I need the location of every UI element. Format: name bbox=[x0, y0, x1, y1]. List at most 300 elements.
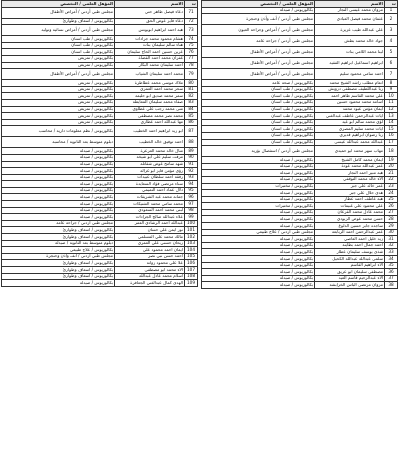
row-name: احمد سامي محمود سليم bbox=[315, 69, 385, 80]
row-name: علي عبدالله طيب عزيزة bbox=[315, 25, 385, 36]
employee-table-left bbox=[2, 0, 198, 287]
table-row bbox=[2, 247, 198, 254]
table-row bbox=[202, 163, 398, 170]
row-qualification: بكالوريوس / صيدلة bbox=[202, 157, 315, 164]
row-qualification: بكالوريوس / صيدلة bbox=[202, 176, 315, 183]
row-name: ساجده جابر حسين الدلوع bbox=[315, 223, 385, 230]
row-number: 94 bbox=[185, 181, 198, 188]
row-qualification: مجلس طبي أردني / جراحة عامة bbox=[202, 36, 315, 47]
row-name: مهاب سهر محمد ابو حميدي bbox=[315, 146, 385, 157]
row-name: لينا محمد اللامي بنات bbox=[315, 47, 385, 58]
row-number: 109 bbox=[185, 280, 198, 287]
row-qualification: بكالوريوس / مختبرات bbox=[202, 203, 315, 210]
row-number: 77 bbox=[185, 55, 198, 62]
row-number: 33 bbox=[385, 249, 398, 256]
row-number: 99 bbox=[185, 214, 198, 221]
table-row bbox=[2, 194, 198, 201]
row-number: 9 bbox=[385, 86, 398, 93]
row-qualification: بكالوريوس / تمريض bbox=[2, 62, 115, 69]
row-number: 3 bbox=[385, 25, 398, 36]
row-name: دعاء فيصل طاهر حتي bbox=[115, 7, 185, 18]
row-name: عرين حسين احمد الحاج سليمان bbox=[115, 49, 185, 56]
row-number: 105 bbox=[185, 253, 198, 260]
table-row bbox=[2, 201, 198, 208]
table-header-row bbox=[2, 1, 198, 8]
row-number: 35 bbox=[385, 262, 398, 269]
table-row bbox=[202, 25, 398, 36]
row-qualification: بكالوريوس / تمريض bbox=[2, 55, 115, 62]
row-qualification: بكالوريوس / تمريض bbox=[2, 119, 115, 126]
row-name: انعام مطلب راشد الشيخ محمد bbox=[315, 80, 385, 87]
row-name: مرفت سليم علي ابو شيخة bbox=[115, 154, 185, 161]
row-name: جمانه محمد عبد الشريقات bbox=[115, 194, 185, 201]
table-row bbox=[2, 49, 198, 56]
row-name: ربا رضوان ابراهيم قديري bbox=[315, 132, 385, 139]
row-number: 11 bbox=[385, 99, 398, 106]
row-number: 23 bbox=[385, 183, 398, 190]
row-number: 93 bbox=[185, 174, 198, 181]
row-qualification: مجلس طبي أردني / أنف وأذن وحنجرة bbox=[202, 14, 315, 25]
row-number: 107 bbox=[185, 267, 198, 274]
row-name: هدى حلال علي جبر bbox=[315, 190, 385, 197]
table-row bbox=[202, 7, 398, 14]
table-row bbox=[202, 14, 398, 25]
row-qualification: بكالوريوس / تمريض bbox=[2, 99, 115, 106]
table-row bbox=[202, 190, 398, 197]
row-number: 88 bbox=[185, 137, 198, 148]
table-row bbox=[202, 106, 398, 113]
row-qualification: بكالوريوس / اسعاف وطوارئ bbox=[2, 234, 115, 241]
row-number: 91 bbox=[185, 161, 198, 168]
row-qualification: بكالوريوس / صيدلة bbox=[202, 242, 315, 249]
row-name: منال خالد محمد العرعرة bbox=[115, 148, 185, 155]
row-qualification: بكالوريوس / صيدلة bbox=[202, 223, 315, 230]
row-number: 79 bbox=[185, 69, 198, 80]
row-name: لبنى محمد احمد السعودي bbox=[115, 207, 185, 214]
table-row bbox=[202, 47, 398, 58]
table-row bbox=[2, 55, 198, 62]
row-number: 102 bbox=[185, 234, 198, 241]
table-row bbox=[202, 119, 398, 126]
row-qualification: بكالوريوس / صيدلة bbox=[202, 7, 315, 14]
row-name: محمد نصر محمد مصطفى bbox=[115, 113, 185, 120]
row-qualification: بكالوريوس / صيدلة bbox=[202, 209, 315, 216]
row-qualification: بكالوريوس / مختبرات bbox=[202, 183, 315, 190]
row-number: 20 bbox=[385, 163, 398, 170]
row-qualification: مجلس طبي أردني / أمراض وجراحة العيون bbox=[202, 25, 315, 36]
table-row bbox=[202, 196, 398, 203]
row-qualification: بكالوريوس / طب اسنان bbox=[202, 132, 315, 139]
row-name: عثمان محمد فيصل العبادي bbox=[315, 14, 385, 25]
row-name: صفاء محمد سليمان المعايطة bbox=[115, 99, 185, 106]
row-number: 10 bbox=[385, 93, 398, 100]
table-row bbox=[202, 236, 398, 243]
row-name: هناء سالم سليمان بنات bbox=[115, 42, 185, 49]
row-number: 84 bbox=[185, 106, 198, 113]
row-name: جواد خالد محمد بطش bbox=[315, 36, 385, 47]
row-number: 14 bbox=[385, 119, 398, 126]
table-row bbox=[202, 99, 398, 106]
row-number: 17 bbox=[385, 139, 398, 146]
row-qualification: بكالوريوس / اسعاف وطوارئ bbox=[2, 273, 115, 280]
table-row bbox=[202, 249, 398, 256]
row-qualification: بكالوريوس / تمريض bbox=[2, 106, 115, 113]
row-name: ايات محمد سليم المصري bbox=[315, 126, 385, 133]
table-row bbox=[2, 214, 198, 221]
table-row bbox=[2, 25, 198, 36]
table-row bbox=[2, 7, 198, 18]
row-qualification: مجلس طبي أردني / أمراض نسائية وتوليد bbox=[2, 25, 115, 36]
row-name: ريحان حسني علي العمري bbox=[115, 240, 185, 247]
row-name: منى محمد رجب علي عطاوي bbox=[115, 106, 185, 113]
table-row bbox=[2, 86, 198, 93]
row-qualification: بكالوريوس / صحة عامة bbox=[202, 80, 315, 87]
row-qualification: مجلس طبي أردني / أمراض الأطفال bbox=[2, 7, 115, 18]
row-name: ابو زيد ابراهيم احمد الخطيب bbox=[115, 126, 185, 137]
row-name: احمد حسن نبي نصر bbox=[115, 253, 185, 260]
row-name: هبه منير احمد النجار bbox=[315, 170, 385, 177]
table-row bbox=[202, 69, 398, 80]
table-row bbox=[2, 227, 198, 234]
row-number: 8 bbox=[385, 80, 398, 87]
row-qualification: مجلس طبي أردني / استئصال بؤرية bbox=[202, 146, 315, 157]
row-name: غفران محمد احمد القضاة bbox=[115, 55, 185, 62]
row-number: 100 bbox=[185, 220, 198, 227]
row-name: زيد خليل احمد العاصي bbox=[315, 236, 385, 243]
row-number: 1 bbox=[385, 7, 398, 14]
row-qualification: بكالوريوس / صيدلة bbox=[202, 249, 315, 256]
row-name: محمد سامي محمد الشنيكات bbox=[115, 201, 185, 208]
row-qualification: بكالوريوس / صيدلة bbox=[2, 187, 115, 194]
row-name: سلمى عبدالله عبدالله الكحيل bbox=[315, 256, 385, 263]
table-row bbox=[2, 154, 198, 161]
row-name: سمر محمد صديق ابو حليمة bbox=[115, 93, 185, 100]
row-qualification: بكالوريوس / صيدلة bbox=[202, 216, 315, 223]
table-row bbox=[2, 220, 198, 227]
row-qualification: بكالوريوس / صيدلة bbox=[202, 275, 315, 282]
row-number: 80 bbox=[185, 80, 198, 87]
row-number: 85 bbox=[185, 113, 198, 120]
row-qualification: بكالوريوس / تمريض bbox=[2, 86, 115, 93]
row-number: 101 bbox=[185, 227, 198, 234]
row-name: عمر خالد علي جبر bbox=[315, 183, 385, 190]
table-row bbox=[2, 260, 198, 267]
row-qualification: بكالوريوس / طب اسنان bbox=[2, 49, 115, 56]
table-row bbox=[202, 126, 398, 133]
table-header-row bbox=[202, 1, 398, 8]
table-row bbox=[202, 86, 398, 93]
row-qualification: بكالوريوس / طب اسنان bbox=[2, 42, 115, 49]
table-row bbox=[2, 42, 198, 49]
header-number: ت bbox=[185, 1, 198, 8]
row-number: 16 bbox=[385, 132, 398, 139]
row-name: الاء خالد محمد التوقفي bbox=[315, 176, 385, 183]
row-name: احمد جمال احمد بطاينة bbox=[315, 242, 385, 249]
table-row bbox=[2, 240, 198, 247]
row-number: 18 bbox=[385, 146, 398, 157]
row-name: علي محمد القاسم طاهر احمد bbox=[315, 93, 385, 100]
table-row bbox=[2, 267, 198, 274]
table-row bbox=[202, 269, 398, 276]
table-row bbox=[2, 161, 198, 168]
row-name: علاء عبدالله صالح الجرادات bbox=[115, 214, 185, 221]
row-name: احمد توفيق خالد الخطيب bbox=[115, 137, 185, 148]
row-qualification: بكالوريوس / طب اسنان bbox=[202, 86, 315, 93]
row-qualification: بكالوريوس / اسعاف وطوارئ bbox=[2, 267, 115, 274]
row-qualification: بكالوريوس / صيدلة bbox=[2, 181, 115, 188]
row-name: هشام محمود محمد جرادات bbox=[115, 36, 185, 43]
row-qualification: بكالوريوس / طب اسنان bbox=[202, 93, 315, 100]
row-number: 27 bbox=[385, 209, 398, 216]
row-qualification: بكالوريوس / اسعاف وطوارئ bbox=[2, 18, 115, 25]
row-qualification: بكالوريوس / طب اسنان bbox=[202, 113, 315, 120]
row-name: احمد سليمان محمد البكار bbox=[115, 62, 185, 69]
row-name: هبه عاطف احمد عطار bbox=[315, 196, 385, 203]
table-row bbox=[202, 113, 398, 120]
row-qualification: بكالوريوس / صيدلة bbox=[202, 269, 315, 276]
row-number: 26 bbox=[385, 203, 398, 210]
table-row bbox=[2, 181, 198, 188]
row-qualification: بكالوريوس / طب اسنان bbox=[202, 119, 315, 126]
row-number: 95 bbox=[185, 187, 198, 194]
row-number: 104 bbox=[185, 247, 198, 254]
row-number: 19 bbox=[385, 157, 398, 164]
row-qualification: بكالوريوس / صيدلة bbox=[2, 194, 115, 201]
row-name: شهد سامح عوض شقاتلة bbox=[115, 161, 185, 168]
row-number: 72 bbox=[185, 18, 198, 25]
row-number: 81 bbox=[185, 86, 198, 93]
row-number: 74 bbox=[185, 36, 198, 43]
row-number: 31 bbox=[385, 236, 398, 243]
table-row bbox=[2, 99, 198, 106]
row-number: 86 bbox=[185, 119, 198, 126]
row-qualification: مجلس طبي أردني / أمراض الأطفال bbox=[202, 58, 315, 69]
row-qualification: بكالوريوس / صيدلة bbox=[202, 236, 315, 243]
row-qualification: بكالوريوس / صيدلة bbox=[202, 163, 315, 170]
row-name: ملاك موسى محمد عطاطرة bbox=[115, 80, 185, 87]
row-number: 89 bbox=[185, 148, 198, 155]
table-row bbox=[202, 229, 398, 236]
row-name: دلال عماد احمد التميمي bbox=[115, 187, 185, 194]
row-number: 78 bbox=[185, 62, 198, 69]
header-number: ت bbox=[385, 1, 398, 8]
row-number: 83 bbox=[185, 99, 198, 106]
row-qualification: بكالوريوس / اسعاف وطوارئ bbox=[2, 227, 115, 234]
row-qualification: بكالوريوس / صيدلة bbox=[2, 201, 115, 208]
row-name: علي محمود علي غنيمات bbox=[315, 203, 385, 210]
row-number: 76 bbox=[185, 49, 198, 56]
row-name: محمد احمد سليمان الشياب bbox=[115, 69, 185, 80]
employee-table-right bbox=[202, 0, 398, 289]
table-row bbox=[2, 137, 198, 148]
table-row bbox=[2, 126, 198, 137]
row-name: الاء ابراهيم القاسم bbox=[315, 262, 385, 269]
table-row bbox=[2, 234, 198, 241]
table-row bbox=[202, 282, 398, 289]
table-row bbox=[2, 273, 198, 280]
row-qualification: بكالوريوس / صيدلة bbox=[2, 168, 115, 175]
table-row bbox=[202, 80, 398, 87]
row-name: ايمان مؤمن عبود محمد bbox=[315, 106, 385, 113]
row-number: 87 bbox=[185, 126, 198, 137]
row-number: 90 bbox=[185, 154, 198, 161]
row-number: 5 bbox=[385, 47, 398, 58]
row-name: ايات عبدالرحمن عاطف عبدالغني bbox=[315, 113, 385, 120]
row-name: سحر محمد احمد العمري bbox=[115, 86, 185, 93]
row-number: 22 bbox=[385, 176, 398, 183]
row-number: 2 bbox=[385, 14, 398, 25]
table-row bbox=[202, 170, 398, 177]
row-qualification: مجلس طبي أردني / أنف وأذن وحنجرة bbox=[2, 253, 115, 260]
table-body-right bbox=[202, 7, 398, 288]
row-name: ايمان احمد محمود علي bbox=[115, 247, 185, 254]
table-row bbox=[2, 207, 198, 214]
row-name: لؤي محمد سالم ابو عيد bbox=[315, 119, 385, 126]
row-qualification: بكالوريوس / صيدلة bbox=[2, 280, 115, 287]
table-row bbox=[202, 157, 398, 164]
row-number: 71 bbox=[185, 7, 198, 18]
table-body-left bbox=[2, 7, 198, 286]
table-row bbox=[202, 183, 398, 190]
row-name: مالك محمد علي المسلمي bbox=[115, 234, 185, 241]
row-name: ربا عبداللطيف مصطفى درويش bbox=[315, 86, 385, 93]
row-number: 25 bbox=[385, 196, 398, 203]
row-qualification: بكالوريوس / علاج طبيعي bbox=[2, 247, 115, 254]
row-qualification: بكالوريوس / اسعاف وطوارئ bbox=[2, 260, 115, 267]
row-number: 96 bbox=[185, 194, 198, 201]
row-qualification: مجلس طبي أردني / جراحة عامة bbox=[2, 220, 115, 227]
row-qualification: بكالوريوس / صيدلة bbox=[202, 256, 315, 263]
row-qualification: دبلوم متوسط بعد الثانوية / محاسبة bbox=[2, 137, 115, 148]
row-qualification: بكالوريوس / طب اسنان bbox=[202, 126, 315, 133]
table-row bbox=[2, 62, 198, 69]
row-qualification: دبلوم متوسط بعد الثانوية / صيدلة bbox=[2, 240, 115, 247]
row-name: سناء مرتضى فؤاد السعايدة bbox=[115, 181, 185, 188]
row-number: 103 bbox=[185, 240, 198, 247]
table-right bbox=[201, 0, 398, 289]
row-qualification: بكالوريوس / صيدلة bbox=[2, 214, 115, 221]
row-name: مروان مرتضى الباس الخرابشة bbox=[315, 282, 385, 289]
row-number: 4 bbox=[385, 36, 398, 47]
table-row bbox=[2, 253, 198, 260]
table-row bbox=[2, 119, 198, 126]
table-row bbox=[202, 203, 398, 210]
row-qualification: مجلس طبي أردني / علاج طبيعي bbox=[202, 229, 315, 236]
table-row bbox=[202, 256, 398, 263]
table-row bbox=[2, 80, 198, 87]
row-qualification: بكالوريوس / صيدلة bbox=[202, 262, 315, 269]
row-name: نور ايمن علي حسان bbox=[115, 227, 185, 234]
table-row bbox=[202, 36, 398, 47]
header-qualification: المؤهل العلمي / التخصص bbox=[2, 1, 115, 8]
row-qualification: بكالوريوس / طب اسنان bbox=[202, 106, 315, 113]
row-number: 29 bbox=[385, 223, 398, 230]
table-row bbox=[2, 280, 198, 287]
table-row bbox=[2, 69, 198, 80]
row-number: 21 bbox=[385, 170, 398, 177]
table-row bbox=[2, 18, 198, 25]
row-number: 13 bbox=[385, 113, 398, 120]
row-name: مصطفى سليمان ابو عريق bbox=[315, 269, 385, 276]
row-name: رؤى مؤمن فايز ابو غزالة bbox=[115, 168, 185, 175]
row-number: 98 bbox=[185, 207, 198, 214]
table-row bbox=[2, 93, 198, 100]
row-number: 73 bbox=[185, 25, 198, 36]
table-row bbox=[202, 275, 398, 282]
row-qualification: مجلس طبي أردني / أمراض الأطفال bbox=[202, 69, 315, 80]
table-left bbox=[1, 0, 198, 287]
row-name: عبدالله احمد الرشادي العمر bbox=[115, 220, 185, 227]
row-name: عبدالله محمد عبدالله عيسى bbox=[315, 139, 385, 146]
row-name: الاء عبدالرحيم قاسم العيد bbox=[315, 275, 385, 282]
table-row bbox=[202, 93, 398, 100]
table-row bbox=[202, 176, 398, 183]
row-qualification: بكالوريوس / صيدلة bbox=[202, 190, 315, 197]
row-qualification: بكالوريوس / صيدلة bbox=[202, 282, 315, 289]
row-qualification: مجلس طبي أردني / أمراض الأطفال bbox=[202, 47, 315, 58]
row-qualification: بكالوريوس / نظم معلومات دارية / محاسب bbox=[2, 126, 115, 137]
row-number: 97 bbox=[185, 201, 198, 208]
row-number: 15 bbox=[385, 126, 398, 133]
row-name: عمر عبدالرحمن احمد الربابعة bbox=[315, 229, 385, 236]
table-row bbox=[2, 36, 198, 43]
table-row bbox=[202, 242, 398, 249]
row-number: 30 bbox=[385, 229, 398, 236]
row-number: 24 bbox=[385, 190, 398, 197]
table-row bbox=[2, 113, 198, 120]
row-qualification: بكالوريوس / صيدلة bbox=[2, 207, 115, 214]
row-qualification: بكالوريوس / صيدلة bbox=[2, 154, 115, 161]
row-number: 6 bbox=[385, 58, 398, 69]
row-name: محمد عادل محمد القرعان bbox=[315, 209, 385, 216]
row-number: 108 bbox=[185, 273, 198, 280]
row-qualification: بكالوريوس / طب اسنان bbox=[202, 139, 315, 146]
row-name: ابراهيم اسماعيل ابراهيم الفقيه bbox=[315, 58, 385, 69]
row-name: هبه احمد ابراهيم ابويونس bbox=[115, 25, 185, 36]
row-name: مروان محمد عيسى النجار bbox=[315, 7, 385, 14]
row-qualification: بكالوريوس / صيدلة bbox=[2, 174, 115, 181]
row-name: رفقة احمد سلطان عبيدات bbox=[115, 174, 185, 181]
row-number: 82 bbox=[185, 93, 198, 100]
row-number: 75 bbox=[185, 42, 198, 49]
table-row bbox=[202, 58, 398, 69]
row-name: ايمان محمد كامل الشيخ bbox=[315, 157, 385, 164]
row-number: 38 bbox=[385, 282, 398, 289]
row-name: شذى يوسف سليمان عطار bbox=[315, 249, 385, 256]
row-number: 106 bbox=[185, 260, 198, 267]
table-row bbox=[202, 216, 398, 223]
table-row bbox=[202, 223, 398, 230]
row-name: مها عبدالله احمد عطاري bbox=[115, 119, 185, 126]
row-name: دعاء فايز عوض الحق bbox=[115, 18, 185, 25]
row-qualification: بكالوريوس / طب اسنان bbox=[2, 36, 115, 43]
header-name: الاسم bbox=[115, 1, 185, 8]
row-number: 92 bbox=[185, 168, 198, 175]
row-qualification: بكالوريوس / صيدلة bbox=[2, 161, 115, 168]
table-row bbox=[202, 132, 398, 139]
row-number: 37 bbox=[385, 275, 398, 282]
row-qualification: بكالوريوس / تمريض bbox=[2, 93, 115, 100]
row-number: 34 bbox=[385, 256, 398, 263]
row-number: 32 bbox=[385, 242, 398, 249]
table-row bbox=[2, 148, 198, 155]
row-number: 36 bbox=[385, 269, 398, 276]
table-row bbox=[202, 146, 398, 157]
row-qualification: بكالوريوس / تمريض bbox=[2, 113, 115, 120]
row-qualification: بكالوريوس / صيدلة bbox=[202, 170, 315, 177]
row-qualification: مجلس طبي أردني / أمراض الأطفال bbox=[2, 69, 115, 80]
table-row bbox=[2, 106, 198, 113]
